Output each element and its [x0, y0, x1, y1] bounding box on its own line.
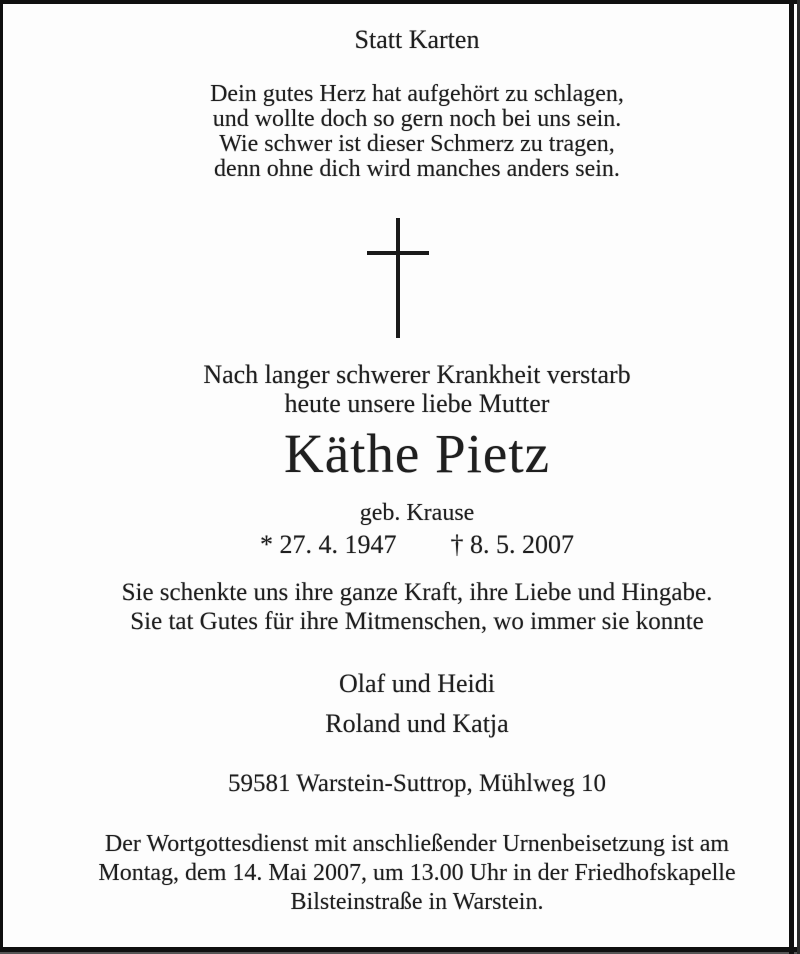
mourner-line: Roland und Katja — [325, 709, 509, 738]
notice-content — [34, 0, 800, 954]
pre-header: Statt Karten — [354, 25, 480, 54]
memorial-poem — [34, 82, 800, 182]
announcement-line: Nach langer schwerer Krankheit verstarb — [203, 360, 631, 389]
tribute-text — [34, 578, 800, 636]
poem-line: denn ohne dich wird manches anders sein. — [214, 156, 620, 182]
birth-date: * 27. 4. 1947 — [260, 530, 397, 559]
latin-cross-icon — [367, 218, 429, 338]
service-line: Montag, dem 14. Mai 2007, um 13.00 Uhr in der Friedhofskapelle — [98, 860, 736, 886]
tribute-line: Sie tat Gutes für ihre Mitmenschen, wo immer sie konnte — [130, 608, 704, 635]
life-dates — [34, 530, 800, 560]
poem-line: Wie schwer ist dieser Schmerz zu tragen, — [219, 131, 615, 157]
frame-border-left — [0, 0, 3, 954]
family-address: 59581 Warstein-Suttrop, Mühlweg 10 — [227, 770, 607, 797]
poem-line: und wollte doch so gern noch bei uns sein. — [212, 106, 622, 132]
cross-horizontal-bar — [367, 251, 429, 255]
service-line: Der Wortgottesdienst mit anschließender Urnenbeisetzung ist am — [104, 831, 730, 857]
poem-line: Dein gutes Herz hat aufgehört zu schlagen, — [210, 81, 624, 107]
frame-border-right — [789, 0, 794, 954]
mourner-line: Olaf und Heidi — [339, 669, 495, 698]
service-details — [34, 830, 800, 917]
death-date: † 8. 5. 2007 — [450, 530, 574, 559]
mourners-list — [34, 664, 800, 744]
death-announcement — [34, 360, 800, 418]
frame-border-top — [0, 0, 800, 4]
cross-vertical-bar — [396, 218, 400, 338]
deceased-name: Käthe Pietz — [283, 423, 551, 484]
service-line: Bilsteinstraße in Warstein. — [290, 889, 544, 915]
maiden-name: geb. Krause — [359, 500, 475, 526]
tribute-line: Sie schenkte uns ihre ganze Kraft, ihre Liebe und Hingabe. — [121, 579, 713, 606]
announcement-line: heute unsere liebe Mutter — [284, 389, 550, 418]
